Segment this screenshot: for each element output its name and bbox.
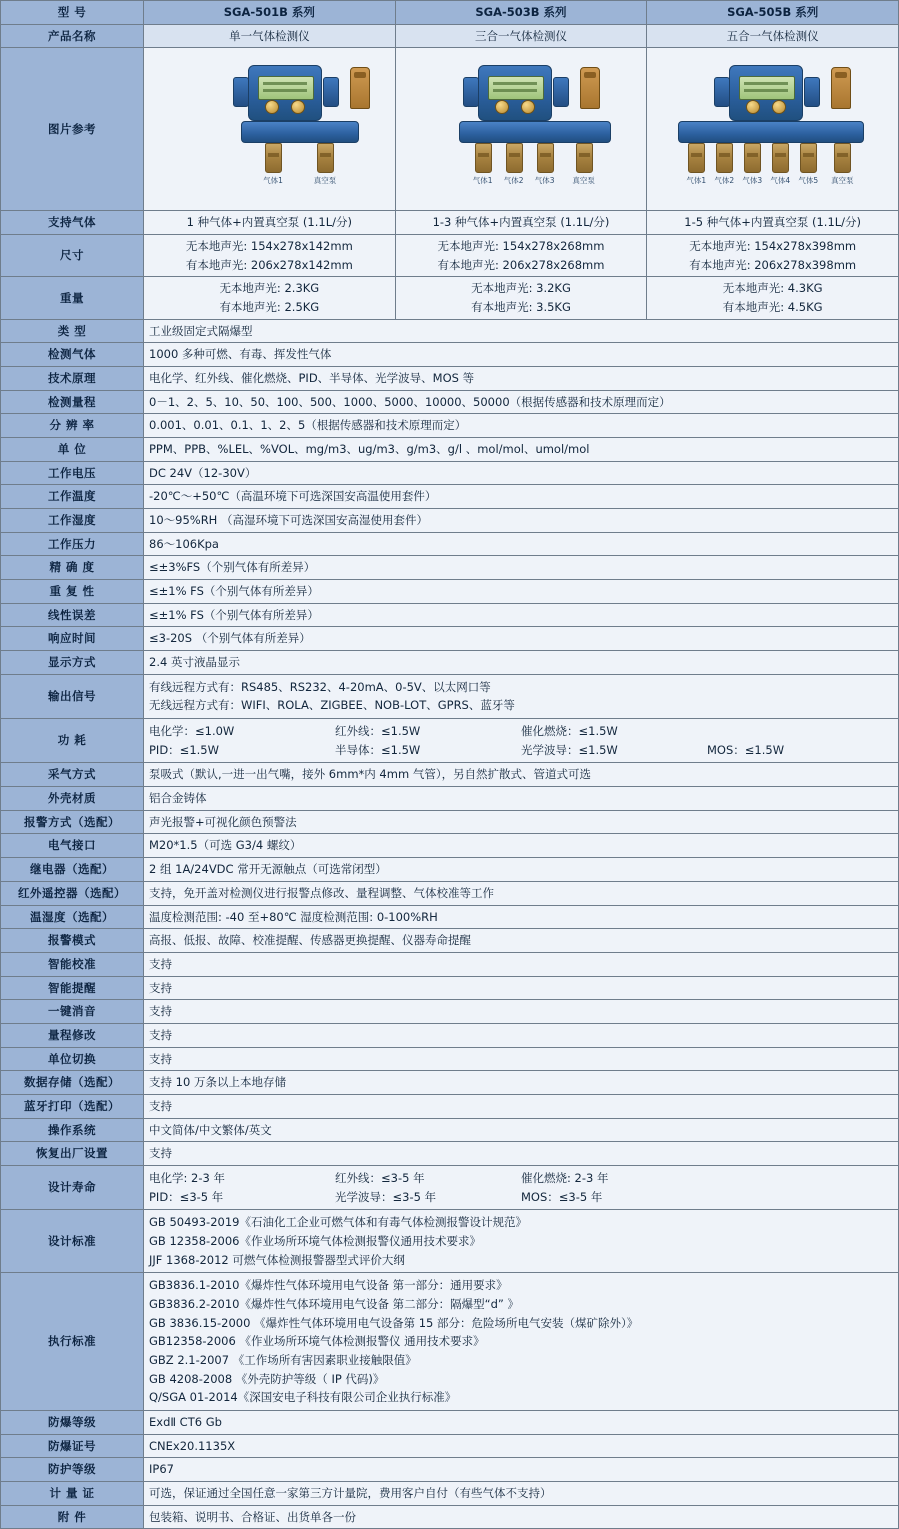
standard-line: GB 4208-2008 《外壳防护等级（ IP 代码)》 [149,1371,385,1386]
standard-line: GB 12358-2006《作业场所环境气体检测报警仪通用技术要求》 [149,1233,481,1248]
table-row-ex-grade [1,1410,899,1434]
row-label-exec-standard: 执行标准 [1,1273,144,1411]
size-1-with: 有本地声光: 206x278x142mm [185,257,353,272]
row-label-alarm-modes: 报警模式 [1,929,144,953]
weight-1-without: 无本地声光: 2.3KG [219,281,320,296]
port-label: 真空泵 [831,176,854,186]
table-row-one-key-mute [1,1000,899,1024]
standard-line: GB3836.1-2010《爆炸性气体环境用电气设备 第一部分：通用要求》 [149,1278,508,1293]
alarm-mode-opt-value: 声光报警+可视化颜色预警法 [144,810,899,834]
device-image-three [395,48,647,211]
table-row-relay-opt [1,858,899,882]
row-label-support-gas: 支持气体 [1,211,144,235]
manifold-bar [241,121,359,143]
output-wireless: 无线远程方式有：WIFI、ROLA、ZIGBEE、NOB-LOT、GPRS、蓝牙等 [149,698,515,713]
standard-line: GBZ 2.1-2007 《工作场所有害因素职业接触限值》 [149,1352,417,1367]
design-life-cell [707,1188,893,1207]
row-label-ip-grade: 防护等级 [1,1458,144,1482]
response-value: ≤3-20S （个别气体有所差异） [144,627,899,651]
power-cell: 电化学：≤1.0W [149,724,235,739]
detector-head [729,65,803,121]
table-row-smart-cal [1,952,899,976]
data-store-opt-value: 支持 10 万条以上本地存储 [144,1071,899,1095]
support-gas-2: 1-3 种气体+内置真空泵 (1.1L/分) [395,211,647,235]
table-row-product-name [1,24,899,48]
vacuum-pump-port [576,143,593,173]
table-row-detect-gas [1,343,899,367]
standard-line: GB3836.2-2010《爆炸性气体环境用电气设备 第二部分：隔爆型“d” 》 [149,1296,519,1311]
size-3-without: 无本地声光: 154x278x398mm [689,239,857,254]
table-row-metering-cert [1,1481,899,1505]
row-label-product-name: 产品名称 [1,24,144,48]
row-label-ex-grade: 防爆等级 [1,1410,144,1434]
knob-icon [265,100,279,114]
port-label: 真空泵 [313,176,337,186]
housing-bracket-left [233,77,249,107]
weight-3-with: 有本地声光: 4.5KG [722,300,823,315]
table-row-ex-cert [1,1434,899,1458]
table-row-work-humi [1,509,899,533]
ex-grade-value: ExdⅡ CT6 Gb [144,1410,899,1434]
table-row-display [1,651,899,675]
gas-port [716,143,733,173]
row-label-design-standard: 设计标准 [1,1210,144,1273]
gas-port [537,143,554,173]
row-label-os: 操作系统 [1,1118,144,1142]
unit-switch-value: 支持 [144,1047,899,1071]
design-life-value [144,1165,899,1209]
table-row-unit [1,438,899,462]
power-cell: 光学波导：≤1.5W [521,742,618,757]
row-label-accessories: 附 件 [1,1505,144,1529]
standard-line: GB 3836.15-2000 《爆炸性气体环境用电气设备第 15 部分：危险场所电气安装（煤矿除外）》 [149,1315,639,1330]
table-row-smart-remind [1,976,899,1000]
row-label-electrical-if: 电气接口 [1,834,144,858]
design-life-cell: 催化燃烧: 2-3 年 [521,1170,609,1185]
table-row-shell [1,787,899,811]
row-label-work-humi: 工作湿度 [1,509,144,533]
row-label-resolution: 分 辨 率 [1,414,144,438]
range-value: 0－1、2、5、10、50、100、500、1000、5000、10000、50000（根据传感器和技术原理而定） [144,390,899,414]
model-2: SGA-503B 系列 [395,1,647,25]
table-row-accessories [1,1505,899,1529]
table-row-range [1,390,899,414]
table-row-alarm-mode-opt [1,810,899,834]
row-label-image-reference: 图片参考 [1,48,144,211]
table-row-accuracy [1,556,899,580]
power-cell: 红外线：≤1.5W [335,724,421,739]
os-value: 中文简体/中文繁体/英文 [144,1118,899,1142]
row-label-design-life: 设计寿命 [1,1165,144,1209]
table-row-power [1,719,899,763]
linear-value: ≤±1% FS（个别气体有所差异） [144,603,899,627]
row-label-work-temp: 工作温度 [1,485,144,509]
standard-line: JJF 1368-2012 可燃气体检测报警器型式评价大纲 [149,1252,405,1267]
vacuum-pump-port [834,143,851,173]
table-row-image-reference [1,48,899,211]
relay-opt-value: 2 组 1A/24VDC 常开无源触点（可选常闭型） [144,858,899,882]
output-value [144,674,899,718]
table-row-exec-standard [1,1273,899,1411]
one-key-mute-value: 支持 [144,1000,899,1024]
row-label-work-press: 工作压力 [1,532,144,556]
size-3 [647,235,899,277]
row-label-relay-opt: 继电器（选配） [1,858,144,882]
display-value: 2.4 英寸液晶显示 [144,651,899,675]
detector-head [248,65,322,121]
table-row-weight [1,277,899,319]
table-row-support-gas [1,211,899,235]
shell-value: 铝合金铸体 [144,787,899,811]
smart-remind-value: 支持 [144,976,899,1000]
manifold-bar [459,121,611,143]
housing-bracket-right [323,77,339,107]
gas-port [772,143,789,173]
row-label-factory-reset: 恢复出厂设置 [1,1142,144,1166]
gas-port [688,143,705,173]
weight-1 [144,277,396,319]
row-label-model: 型 号 [1,1,144,25]
power-cell: MOS：≤1.5W [707,742,785,757]
row-label-sampling: 采气方式 [1,763,144,787]
row-label-tech-principle: 技术原理 [1,367,144,391]
knob-icon [521,100,535,114]
weight-3 [647,277,899,319]
table-row-alarm-modes [1,929,899,953]
table-row-model [1,1,899,25]
ip-grade-value: IP67 [144,1458,899,1482]
standard-line: GB 50493-2019《石油化工企业可燃气体和有毒气体检测报警设计规范》 [149,1215,527,1230]
device-image-single [144,48,396,211]
knob-icon [772,100,786,114]
work-temp-value: -20℃～+50℃（高温环境下可选深国安高温使用套件） [144,485,899,509]
knob-icon [495,100,509,114]
work-humi-value: 10～95%RH （高湿环境下可选深国安高湿使用套件） [144,509,899,533]
row-label-accuracy: 精 确 度 [1,556,144,580]
table-row-work-temp [1,485,899,509]
row-label-size: 尺寸 [1,235,144,277]
sampling-value: 泵吸式（默认,一进一出气嘴，接外 6mm*内 4mm 气管），另自然扩散式、管道式可选 [144,763,899,787]
table-row-work-press [1,532,899,556]
table-row-os [1,1118,899,1142]
table-row-voltage [1,461,899,485]
table-row-type [1,319,899,343]
port-label: 真空泵 [572,176,595,186]
table-row-tech-principle [1,367,899,391]
weight-2 [395,277,647,319]
row-label-remote-opt: 红外遥控器（选配） [1,881,144,905]
detect-gas-value: 1000 多种可燃、有毒、挥发性气体 [144,343,899,367]
unit-value: PPM、PPB、%LEL、%VOL、mg/m3、ug/m3、g/m3、g/l 、mol/mol、umol/mol [144,438,899,462]
lcd-screen [739,76,795,100]
table-row-size [1,235,899,277]
remote-opt-value: 支持，免开盖对检测仪进行报警点修改、量程调整、气体校准等工作 [144,881,899,905]
product-name-3: 五合一气体检测仪 [647,24,899,48]
port-label: 气体1 [686,176,707,186]
tech-principle-value: 电化学、红外线、催化燃烧、PID、半导体、光学波导、MOS 等 [144,367,899,391]
gas-port [475,143,492,173]
table-row-repeat [1,580,899,604]
table-row-unit-switch [1,1047,899,1071]
gas-port [744,143,761,173]
row-label-alarm-mode-opt: 报警方式（选配） [1,810,144,834]
support-gas-1: 1 种气体+内置真空泵 (1.1L/分) [144,211,396,235]
size-3-with: 有本地声光: 206x278x398mm [689,257,857,272]
table-row-bt-print-opt [1,1094,899,1118]
table-row-sampling [1,763,899,787]
port-label: 气体3 [534,176,555,186]
detector-head [478,65,552,121]
output-wired: 有线远程方式有：RS485、RS232、4-20mA、0-5V、以太网口等 [149,679,491,694]
housing-bracket-right [804,77,820,107]
model-3: SGA-505B 系列 [647,1,899,25]
support-gas-3: 1-5 种气体+内置真空泵 (1.1L/分) [647,211,899,235]
design-life-cell: MOS：≤3-5 年 [521,1189,603,1204]
manifold-bar [678,121,864,143]
weight-3-without: 无本地声光: 4.3KG [722,281,823,296]
lcd-screen [488,76,544,100]
port-label: 气体3 [742,176,763,186]
row-label-power: 功 耗 [1,719,144,763]
row-label-temp-humi-opt: 温湿度（选配） [1,905,144,929]
electrical-if-value: M20*1.5（可选 G3/4 螺纹） [144,834,899,858]
accessories-value: 包装箱、说明书、合格证、出货单各一份 [144,1505,899,1529]
product-name-2: 三合一气体检测仪 [395,24,647,48]
port-label: 气体2 [714,176,735,186]
row-label-display: 显示方式 [1,651,144,675]
sensor-cap-icon [831,67,851,109]
lcd-screen [258,76,314,100]
port-label: 气体2 [503,176,524,186]
device-image-five [647,48,899,211]
alarm-modes-value: 高报、低报、故障、校准提醒、传感器更换提醒、仪器寿命提醒 [144,929,899,953]
model-1: SGA-501B 系列 [144,1,396,25]
metering-cert-value: 可选，保证通过全国任意一家第三方计量院，费用客户自付（有些气体不支持） [144,1481,899,1505]
standard-line: Q/SGA 01-2014《深国安电子科技有限公司企业执行标准》 [149,1390,457,1405]
table-row-remote-opt [1,881,899,905]
table-row-data-store-opt [1,1071,899,1095]
table-row-resolution [1,414,899,438]
smart-cal-value: 支持 [144,952,899,976]
factory-reset-value: 支持 [144,1142,899,1166]
table-row-linear [1,603,899,627]
row-label-range-modify: 量程修改 [1,1023,144,1047]
table-row-output [1,674,899,718]
resolution-value: 0.001、0.01、0.1、1、2、5（根据传感器和技术原理而定） [144,414,899,438]
table-row-range-modify [1,1023,899,1047]
exec-standard-value [144,1273,899,1411]
row-label-metering-cert: 计 量 证 [1,1481,144,1505]
row-label-smart-remind: 智能提醒 [1,976,144,1000]
voltage-value: DC 24V（12-30V） [144,461,899,485]
port-label: 气体5 [798,176,819,186]
standard-line: GB12358-2006 《作业场所环境气体检测报警仪 通用技术要求》 [149,1334,485,1349]
type-value: 工业级固定式隔爆型 [144,319,899,343]
gas-port [800,143,817,173]
row-label-data-store-opt: 数据存储（选配） [1,1071,144,1095]
row-label-one-key-mute: 一键消音 [1,1000,144,1024]
row-label-output: 输出信号 [1,674,144,718]
size-1-without: 无本地声光: 154x278x142mm [185,239,353,254]
design-life-cell: 光学波导：≤3-5 年 [335,1189,437,1204]
housing-bracket-left [463,77,479,107]
housing-bracket-right [553,77,569,107]
row-label-unit: 单 位 [1,438,144,462]
gas-port [506,143,523,173]
sensor-cap-icon [580,67,600,109]
row-label-shell: 外壳材质 [1,787,144,811]
table-row-design-life [1,1165,899,1209]
weight-1-with: 有本地声光: 2.5KG [219,300,320,315]
bt-print-opt-value: 支持 [144,1094,899,1118]
row-label-repeat: 重 复 性 [1,580,144,604]
row-label-type: 类 型 [1,319,144,343]
work-press-value: 86～106Kpa [144,532,899,556]
temp-humi-opt-value: 温度检测范围: -40 至+80℃ 湿度检测范围: 0-100%RH [144,905,899,929]
size-2 [395,235,647,277]
table-row-ip-grade [1,1458,899,1482]
weight-2-without: 无本地声光: 3.2KG [471,281,571,296]
power-cell: PID：≤1.5W [149,742,219,757]
product-name-1: 单一气体检测仪 [144,24,396,48]
row-label-detect-gas: 检测气体 [1,343,144,367]
design-life-cell: 红外线：≤3-5 年 [335,1170,425,1185]
table-row-design-standard [1,1210,899,1273]
accuracy-value: ≤±3%FS（个别气体有所差异） [144,556,899,580]
range-modify-value: 支持 [144,1023,899,1047]
sensor-cap-icon [350,67,370,109]
port-label: 气体4 [770,176,791,186]
power-cell: 催化燃烧：≤1.5W [521,724,618,739]
gas-port [265,143,282,173]
size-2-with: 有本地声光: 206x278x268mm [437,257,605,272]
row-label-smart-cal: 智能校准 [1,952,144,976]
size-2-without: 无本地声光: 154x278x268mm [437,239,605,254]
row-label-response: 响应时间 [1,627,144,651]
power-cell [707,722,893,741]
vacuum-pump-port [317,143,334,173]
ex-cert-value: CNEx20.1135X [144,1434,899,1458]
row-label-unit-switch: 单位切换 [1,1047,144,1071]
power-value [144,719,899,763]
row-label-voltage: 工作电压 [1,461,144,485]
knob-icon [746,100,760,114]
table-row-electrical-if [1,834,899,858]
housing-bracket-left [714,77,730,107]
row-label-weight: 重量 [1,277,144,319]
design-life-cell: 电化学: 2-3 年 [149,1170,225,1185]
design-standard-value [144,1210,899,1273]
row-label-range: 检测量程 [1,390,144,414]
weight-2-with: 有本地声光: 3.5KG [471,300,571,315]
knob-icon [291,100,305,114]
table-row-factory-reset [1,1142,899,1166]
design-life-cell: PID：≤3-5 年 [149,1189,224,1204]
power-cell: 半导体：≤1.5W [335,742,421,757]
table-row-temp-humi-opt [1,905,899,929]
size-1 [144,235,396,277]
row-label-ex-cert: 防爆证号 [1,1434,144,1458]
port-label: 气体1 [472,176,493,186]
port-label: 气体1 [263,176,283,186]
row-label-linear: 线性误差 [1,603,144,627]
table-row-response [1,627,899,651]
design-life-cell [707,1169,893,1188]
row-label-bt-print-opt: 蓝牙打印（选配） [1,1094,144,1118]
repeat-value: ≤±1% FS（个别气体有所差异） [144,580,899,604]
